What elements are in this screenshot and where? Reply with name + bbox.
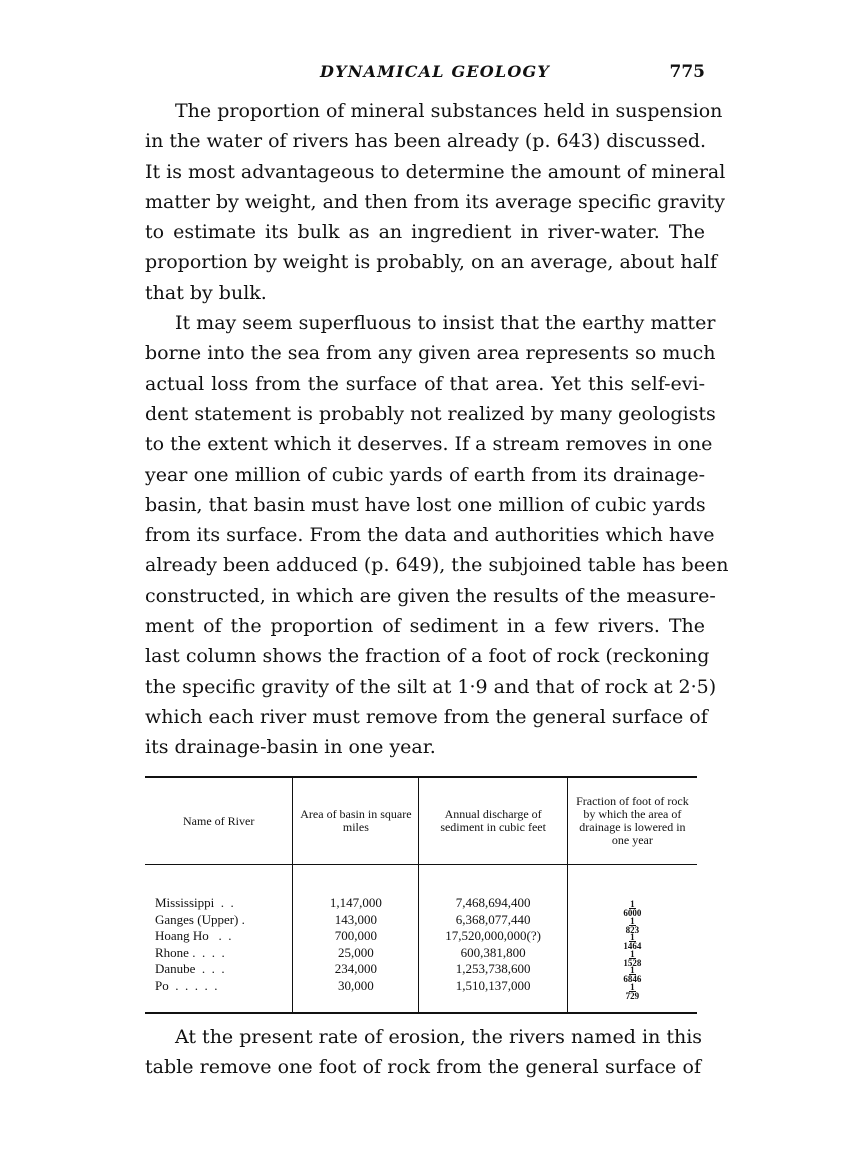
text-line: year one million of cubic yards of earth from its drainage- [145, 463, 705, 486]
text-line: dent statement is probably not realized by many geologists [145, 402, 716, 425]
discharge-value: 1,510,137,000 [455, 977, 531, 993]
text-line: in the water of rivers has been already (p. 643) discussed. [145, 130, 707, 153]
column-header-fraction: Fraction of foot of rock by which the area of drainage is lowered in one year [567, 777, 697, 865]
fraction-value [571, 924, 694, 951]
discharge-cell [419, 865, 567, 1014]
text-line: last column shows the fraction of a foot of rock (reckoning [145, 645, 710, 668]
text-line: basin, that basin must have lost one million of cubic yards [145, 493, 706, 516]
discharge-value: 600,381,800 [460, 944, 526, 960]
text-line: table remove one foot of rock from the general surface of [145, 1056, 701, 1079]
page-number: 775 [669, 62, 705, 82]
fraction-value [571, 895, 694, 918]
fraction-numerator: 1 [630, 965, 635, 975]
table-header-row [145, 777, 697, 865]
area-value: 25,000 [338, 944, 374, 960]
fraction-numerator: 1 [630, 932, 635, 942]
area-value: 30,000 [338, 977, 374, 993]
fraction-numerator: 1 [630, 948, 635, 959]
text-line: that by bulk. [145, 281, 267, 304]
area-value: 234,000 [334, 961, 378, 976]
area-value: 143,000 [334, 911, 378, 927]
text-line: from its surface. From the data and authorities which have [145, 524, 715, 547]
river-name: Ganges (Upper) . [155, 911, 245, 927]
river-sediment-table [145, 776, 697, 1014]
text-line: It is most advantageous to determine the amount of mineral [145, 160, 726, 183]
area-value: 1,147,000 [329, 895, 382, 910]
fraction-value [571, 912, 694, 935]
paragraph-2 [145, 308, 729, 762]
footer-paragraph [145, 1022, 701, 1083]
area-value: 700,000 [334, 928, 378, 943]
river-names-cell [145, 865, 293, 1014]
discharge-value: 6,368,077,440 [455, 911, 531, 927]
text-line: to the extent which it deserves. If a stream removes in one [145, 433, 713, 456]
page-header [145, 62, 705, 86]
text-line: which each river must remove from the general surface of [145, 705, 708, 728]
text-line: At the present rate of erosion, the rivers named in this [175, 1026, 703, 1048]
fraction-numerator: 1 [630, 899, 635, 909]
fraction-numerator: 1 [630, 981, 635, 992]
river-name: Rhone . . . . [155, 944, 225, 960]
river-name: Danube . . . [155, 961, 225, 976]
fraction-value [571, 945, 694, 968]
river-name: Mississippi . . [155, 895, 234, 910]
fraction-denominator: 1464 [623, 941, 642, 951]
paragraph-1 [145, 96, 726, 308]
running-title: DYNAMICAL GEOLOGY [320, 62, 550, 81]
fraction-value [571, 978, 694, 1001]
table-body-row [145, 865, 697, 1014]
fraction-denominator: 1528 [623, 957, 642, 968]
fraction-denominator: 729 [625, 990, 640, 1001]
text-line: constructed, in which are given the results of the measure- [145, 584, 716, 607]
text-line: actual loss from the surface of that area. Yet this self-evi- [145, 372, 705, 395]
column-header-name: Name of River [145, 777, 293, 865]
fraction-denominator: 823 [625, 924, 640, 935]
column-header-area: Area of basin in square miles [293, 777, 419, 865]
fraction-denominator: 6846 [623, 974, 642, 984]
text-line: ment of the proportion of sediment in a few rivers. The [145, 615, 705, 638]
discharge-value: 1,253,738,600 [455, 961, 531, 976]
area-cell [293, 865, 419, 1014]
fraction-numerator: 1 [630, 915, 635, 926]
text-line: It may seem superfluous to insist that the earthy matter [175, 312, 716, 335]
text-line: to estimate its bulk as an ingredient in river-water. The [145, 221, 705, 244]
fraction-cell [567, 865, 697, 1014]
discharge-value: 7,468,694,400 [455, 895, 531, 910]
text-line: proportion by weight is probably, on an average, about half [145, 251, 717, 274]
discharge-value: 17,520,000,000(?) [445, 928, 541, 943]
text-line: matter by weight, and then from its average specific gravity [145, 190, 726, 213]
text-line: The proportion of mineral substances held in suspension [175, 100, 723, 122]
text-line: borne into the sea from any given area represents so much [145, 342, 716, 365]
body-text [145, 96, 729, 763]
column-header-discharge: Annual discharge of sediment in cubic feet [419, 777, 567, 865]
river-name: Po . . . . . [155, 977, 218, 993]
fraction-value [571, 957, 694, 984]
fraction-denominator: 6000 [623, 908, 642, 918]
river-name: Hoang Ho . . [155, 928, 232, 943]
text-line: already been adduced (p. 649), the subjoined table has been [145, 554, 729, 577]
text-line: its drainage-basin in one year. [145, 736, 436, 759]
text-line: the specific gravity of the silt at 1·9 and that of rock at 2·5) [145, 675, 717, 698]
